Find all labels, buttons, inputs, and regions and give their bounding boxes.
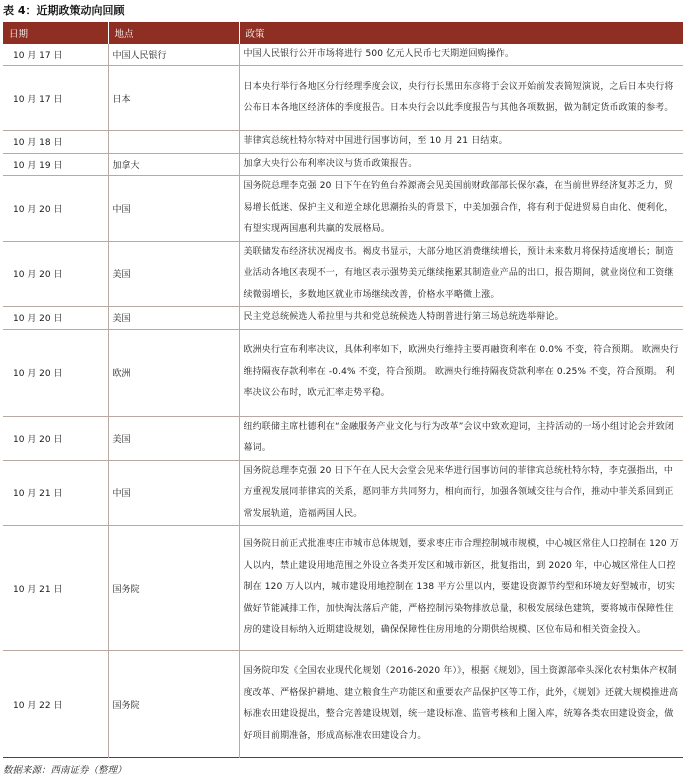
table-header-row bbox=[3, 23, 683, 44]
cell-date: 10 月 20 日 bbox=[3, 307, 108, 330]
cell-policy: 菲律宾总统杜特尔特对中国进行国事访问，至 10 月 21 日结束。 bbox=[239, 131, 683, 154]
cell-date: 10 月 20 日 bbox=[3, 241, 108, 307]
table-row bbox=[3, 307, 683, 330]
cell-date: 10 月 22 日 bbox=[3, 651, 108, 758]
cell-date: 10 月 20 日 bbox=[3, 176, 108, 242]
table-row bbox=[3, 329, 683, 416]
cell-policy: 日本央行举行各地区分行经理季度会议，央行行长黑田东彦将于会议开始前发表简短演说，之后日本央行将公布日本各地区经济体的季度报告。日本央行会以此季度报告与其他各项数据，做为制定货币政策的参考。 bbox=[239, 66, 683, 131]
cell-location: 日本 bbox=[108, 66, 239, 131]
cell-location: 欧洲 bbox=[108, 329, 239, 416]
cell-date: 10 月 20 日 bbox=[3, 329, 108, 416]
table-row bbox=[3, 241, 683, 307]
cell-policy: 加拿大央行公布利率决议与货币政策报告。 bbox=[239, 153, 683, 176]
cell-policy: 欧洲央行宣布利率决议，具体利率如下，欧洲央行维持主要再融资利率在 0.0% 不变，符合预期。 欧洲央行维持隔夜存款利率在 -0.4% 不变，符合预期。 欧洲央行维持隔夜贷款利率在 0.25% 不变，符合预期。 利率决议公布时，欧元汇率走势平稳。 bbox=[239, 329, 683, 416]
table-row bbox=[3, 44, 683, 66]
table-row bbox=[3, 460, 683, 526]
cell-policy: 民主党总统候选人希拉里与共和党总统候选人特朗普进行第三场总统选举辩论。 bbox=[239, 307, 683, 330]
cell-date: 10 月 21 日 bbox=[3, 460, 108, 526]
cell-date: 10 月 21 日 bbox=[3, 526, 108, 651]
cell-location bbox=[108, 131, 239, 154]
cell-location: 中国 bbox=[108, 460, 239, 526]
cell-date: 10 月 17 日 bbox=[3, 66, 108, 131]
table-row bbox=[3, 66, 683, 131]
cell-date: 10 月 20 日 bbox=[3, 416, 108, 460]
table-row bbox=[3, 153, 683, 176]
cell-date: 10 月 18 日 bbox=[3, 131, 108, 154]
cell-location: 中国人民银行 bbox=[108, 44, 239, 66]
cell-location: 美国 bbox=[108, 307, 239, 330]
policy-table bbox=[3, 22, 683, 758]
cell-location: 国务院 bbox=[108, 526, 239, 651]
cell-location: 美国 bbox=[108, 241, 239, 307]
cell-date: 10 月 17 日 bbox=[3, 44, 108, 66]
cell-location: 美国 bbox=[108, 416, 239, 460]
data-source-note: 数据来源：西南证券（整理） bbox=[3, 765, 127, 776]
cell-location: 中国 bbox=[108, 176, 239, 242]
table-row bbox=[3, 131, 683, 154]
cell-policy: 中国人民银行公开市场将进行 500 亿元人民币七天期逆回购操作。 bbox=[239, 44, 683, 66]
header-policy: 政策 bbox=[245, 29, 265, 41]
cell-policy: 国务院印发《全国农业现代化规划（2016-2020 年）》，根据《规划》，国土资源部牵头深化农村集体产权制度改革、严格保护耕地、建立粮食生产功能区和重要农产品保护区等工作，此外，《规划》还就大规模推进高标准农田建设提出，整合完善建设规划，统一建设标准、监管考核和上图入库，统筹各类农田建设资金，做好项目前期准备，形成高标准农田建设合力。 bbox=[243, 666, 679, 741]
cell-policy: 美联储发布经济状况褐皮书。褐皮书显示，大部分地区消费继续增长，预计未来数月将保持适度增长；制造业活动各地区表现不一，有地区表示强势美元继续拖累其制造业产品的出口，报告期间，就业岗位和工资继续微弱增长，多数地区就业市场继续改善，价格水平略微上涨。 bbox=[239, 241, 683, 307]
header-date: 日期 bbox=[3, 23, 108, 44]
cell-location: 加拿大 bbox=[108, 153, 239, 176]
table-title: 表 4：近期政策动向回顾 bbox=[3, 4, 125, 17]
cell-policy: 纽约联储主席杜德利在“金融服务产业文化与行为改革”会议中致欢迎词，主持活动的一场小组讨论会并致闭幕词。 bbox=[239, 416, 683, 460]
table-row bbox=[3, 526, 683, 651]
cell-policy: 国务院日前正式批准枣庄市城市总体规划，要求枣庄市合理控制城市规模，中心城区常住人口控制在 120 万人以内，禁止建设用地范围之外设立各类开发区和城市新区，批复指出，到 2020 年，中心城区常住人口控制在 120 万人以内，城市建设用地控制在 138 平方公里以内，要建设资源节约型和环境友好型城市，切实做好节能减排工作，加快淘汰落后产能，严格控制污染物排放总量，积极发展绿色建筑，要将城市保障性住房的建设目标纳入近期建设规划，确保保障性住房用地的分期供给规模、区位布局和相关资金投入。 bbox=[239, 526, 683, 651]
table-row bbox=[3, 176, 683, 242]
cell-date: 10 月 19 日 bbox=[3, 153, 108, 176]
cell-policy: 国务院总理李克强 20 日下午在钓鱼台养源斋会见美国前财政部部长保尔森，在当前世界经济复苏乏力，贸易增长低迷、保护主义和逆全球化思潮抬头的背景下，中美加强合作，将有利于促进贸易自由化、便利化，有望实现两国惠利共赢的发展格局。 bbox=[239, 176, 683, 242]
cell-location: 国务院 bbox=[108, 651, 239, 758]
table-row bbox=[3, 651, 683, 758]
cell-policy: 国务院总理李克强 20 日下午在人民大会堂会见来华进行国事访问的菲律宾总统杜特尔特，李克强指出，中方重视发展同菲律宾的关系，愿同菲方共同努力，相向而行，加强各领域交往与合作，推动中菲关系回到正常发展轨道，造福两国人民。 bbox=[239, 460, 683, 526]
header-location: 地点 bbox=[108, 23, 239, 44]
table-row bbox=[3, 416, 683, 460]
